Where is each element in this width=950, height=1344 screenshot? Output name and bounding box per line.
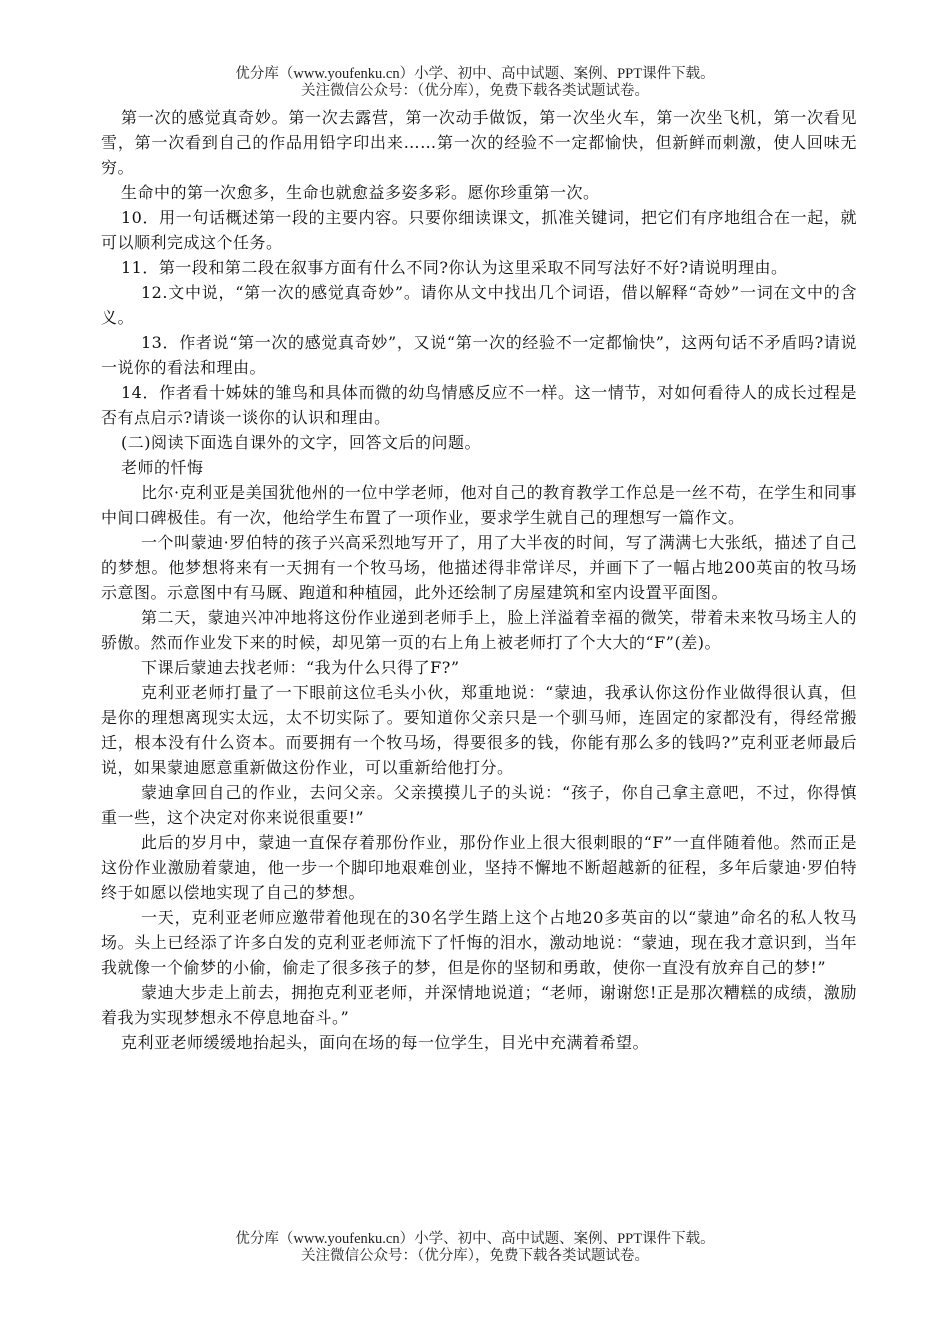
document-body: [101, 105, 857, 1055]
article-paragraph: 蒙迪拿回自己的作业，去问父亲。父亲摸摸儿子的头说：“孩子，你自己拿主意吧，不过，你得慎重一些，这个决定对你来说很重要!”: [101, 783, 857, 827]
page-header: [0, 66, 950, 100]
header-line-2: 关注微信公众号：（优分库），免费下载各类试题试卷。: [301, 83, 649, 99]
question-12: 12.文中说，“第一次的感觉真奇妙”。请你从文中找出几个词语，借以解释“奇妙”一词在文中的含义。: [101, 283, 857, 327]
article-paragraph: 蒙迪大步走上前去，拥抱克利亚老师，并深情地说道；“老师，谢谢您!正是那次糟糕的成绩，激励着我为实现梦想永不停息地奋斗。”: [101, 983, 857, 1027]
footer-line-1: 优分库（www.youfenku.cn）小学、初中、高中试题、案例、PPT课件下载。: [235, 1231, 715, 1247]
page-footer: [0, 1231, 950, 1265]
footer-line-2: 关注微信公众号：（优分库），免费下载各类试题试卷。: [301, 1248, 649, 1264]
question-11: 11．第一段和第二段在叙事方面有什么不同?你认为这里采取不同写法好不好?请说明理由。: [121, 258, 788, 277]
article-title: 老师的忏悔: [121, 458, 204, 477]
question-13: 13．作者说“第一次的感觉真奇妙”，又说“第一次的经验不一定都愉快”，这两句话不矛盾吗?请说一说你的看法和理由。: [101, 333, 857, 377]
section-two-instruction: (二)阅读下面选自课外的文字，回答文后的问题。: [121, 433, 481, 452]
header-line-1: 优分库（www.youfenku.cn）小学、初中、高中试题、案例、PPT课件下载。: [235, 66, 715, 82]
article-paragraph: 克利亚老师缓缓地抬起头，面向在场的每一位学生，目光中充满着希望。: [121, 1033, 650, 1052]
article-paragraph: 一个叫蒙迪·罗伯特的孩子兴高采烈地写开了，用了大半夜的时间，写了满满七大张纸，描述了自己的梦想。他梦想将来有一天拥有一个牧马场，他描述得非常详尽，并画下了一幅占地200英亩的牧马场示意图。示意图中有马厩、跑道和种植园，此外还绘制了房屋建筑和室内设置平面图。: [101, 533, 857, 602]
article-paragraph: 第二天，蒙迪兴冲冲地将这份作业递到老师手上，脸上洋溢着幸福的微笑，带着未来牧马场主人的骄傲。然而作业发下来的时候，却见第一页的右上角上被老师打了个大大的“F”(差)。: [101, 608, 857, 652]
article-paragraph: 克利亚老师打量了一下眼前这位毛头小伙，郑重地说：“蒙迪，我承认你这份作业做得很认真，但是你的理想离现实太远，太不切实际了。要知道你父亲只是一个驯马师，连固定的家都没有，得经常搬迁，根本没有什么资本。而要拥有一个牧马场，得要很多的钱，你能有那么多的钱吗?”克利亚老师最后说，如果蒙迪愿意重新做这份作业，可以重新给他打分。: [101, 683, 857, 777]
article-paragraph: 一天，克利亚老师应邀带着他现在的30名学生踏上这个占地20多英亩的以“蒙迪”命名的私人牧马场。头上已经添了许多白发的克利亚老师流下了忏悔的泪水，激动地说：“蒙迪，现在我才意识到，当年我就像一个偷梦的小偷，偷走了很多孩子的梦，但是你的坚韧和勇敢，使你一直没有放弃自己的梦!”: [101, 908, 857, 977]
article-paragraph: 下课后蒙迪去找老师：“我为什么只得了F?”: [141, 658, 460, 677]
article-paragraph: 此后的岁月中，蒙迪一直保存着那份作业，那份作业上很大很刺眼的“F”一直伴随着他。然而正是这份作业激励着蒙迪，他一步一个脚印地艰难创业，坚持不懈地不断超越新的征程，多年后蒙迪·罗伯特终于如愿以偿地实现了自己的梦想。: [101, 833, 857, 902]
paragraph-first-time: 第一次的感觉真奇妙。第一次去露营，第一次动手做饭，第一次坐火车，第一次坐飞机，第一次看见雪，第一次看到自己的作品用铅字印出来……第一次的经验不一定都愉快，但新鲜而刺激，使人回味无穷。: [101, 108, 857, 177]
question-10: 10．用一句话概述第一段的主要内容。只要你细读课文，抓准关键词，把它们有序地组合在一起，就可以顺利完成这个任务。: [101, 208, 857, 252]
question-14: 14．作者看十姊妹的雏鸟和具体而微的幼鸟情感反应不一样。这一情节，对如何看待人的成长过程是否有点启示?请谈一谈你的认识和理由。: [101, 383, 857, 427]
paragraph-cherish: 生命中的第一次愈多，生命也就愈益多姿多彩。愿你珍重第一次。: [121, 183, 600, 202]
article-paragraph: 比尔·克利亚是美国犹他州的一位中学老师，他对自己的教育教学工作总是一丝不苟，在学生和同事中间口碑极佳。有一次，他给学生布置了一项作业，要求学生就自己的理想写一篇作文。: [101, 483, 857, 527]
